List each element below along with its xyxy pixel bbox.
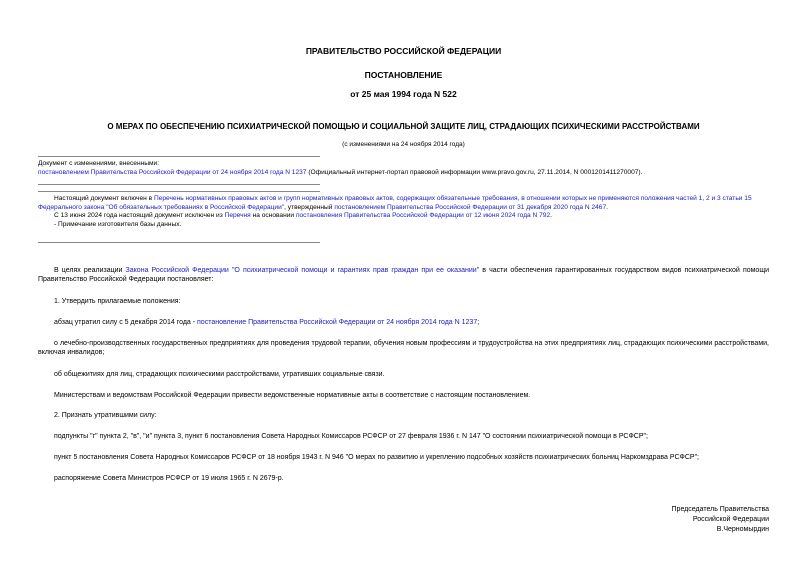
note-text: С 13 июня 2024 года настоящий документ исключен из [54, 212, 225, 220]
note-paragraph-1 [38, 195, 769, 212]
changes-block [38, 160, 769, 177]
document-type-heading: ПОСТАНОВЛЕНИЕ [364, 70, 443, 80]
divider [38, 242, 320, 243]
abzac-text: ; [477, 319, 480, 326]
signature-block [672, 505, 769, 534]
divider [38, 184, 320, 185]
document-subtitle: (с изменениями на 24 ноября 2014 года) [342, 141, 465, 148]
postanovlenie-792-link[interactable]: постановления Правительства Российской Федерации от 12 июня 2024 года N 792 [295, 212, 551, 220]
note-text: Настоящий документ включен в [54, 195, 154, 202]
divider [38, 156, 320, 157]
repealed-item-b: пункт 5 постановления Совета Народных Комиссаров РСФСР от 18 ноября 1943 г. N 946 "О мерах по развитию и укреплению подсобных хозяйств психиатрических больниц Наркомздрава РСФСР"; [54, 454, 700, 461]
zakon-link[interactable]: Закона Российской Федерации "О психиатрической помощи и гарантиях прав граждан при ее оказании" [125, 267, 480, 274]
lechebno-paragraph: о лечебно-производственных государственных предприятиях для проведения трудовой терапии, обучения новым профессиям и трудоустройства на этих предприятиях лиц, страдающих психическими расстройствами, включая инвалидов; [38, 340, 769, 357]
note-text: . [550, 212, 552, 220]
preamble-text: в части обеспечения гарантированных государством видов психиатрической помощи Правительство Российской Федерации постановляет: [38, 267, 769, 284]
ministries-paragraph: Министерствам и ведомствам Российской Федерации привести ведомственные нормативные акты в соответствие с настоящим постановлением. [54, 392, 531, 399]
note-text: , утвержденный [284, 203, 335, 211]
change-document-link[interactable]: постановлением Правительства Российской Федерации от 24 ноября 2014 года N 1237 [38, 168, 307, 176]
changes-source: (Официальный интернет-портал правовой информации www.pravo.gov.ru, 27.11.2014, N 0001201411270007). [306, 168, 643, 176]
abzac-paragraph [38, 318, 769, 327]
repealed-item-c: распоряжение Совета Министров РСФСР от 19 июля 1965 г. N 2679-р. [54, 475, 284, 482]
preamble-text: В целях реализации [54, 267, 126, 274]
note-text: . [606, 203, 608, 211]
divider [38, 191, 320, 192]
postanovlenie-1237-link[interactable]: постановление Правительства Российской Федерации от 24 ноября 2014 года N 1237 [197, 319, 478, 326]
obschezhitiya-paragraph: об общежитиях для лиц, страдающих психическими расстройствами, утративших социальные связи. [54, 371, 385, 378]
perechen-link[interactable]: Перечень нормативных правовых актов и групп нормативных правовых актов, содержащих обязательные требования, в отношении которых не применяются положения частей 1, 2 и 3 статьи 15 Федерального закона "Об обязательных требованиях в Российской Федерации" [38, 195, 752, 211]
repealed-item-a: подпункты "г" пункта 2, "в", "и" пункта 3, пункт 6 постановления Совета Народных Комиссаров РСФСР от 27 февраля 1936 г. N 147 "О состоянии психиатрической помощи в РСФСР"; [54, 433, 648, 440]
note-paragraph-3: - Примечание изготовителя базы данных. [54, 220, 182, 228]
changes-line [38, 169, 769, 178]
item-2: 2. Признать утратившими силу: [54, 412, 157, 419]
government-heading: ПРАВИТЕЛЬСТВО РОССИЙСКОЙ ФЕДЕРАЦИИ [305, 46, 502, 56]
perechnya-link[interactable]: Перечня [224, 212, 251, 220]
notes-block [38, 195, 769, 229]
document-title: О МЕРАХ ПО ОБЕСПЕЧЕНИЮ ПСИХИАТРИЧЕСКОЙ ПОМОЩЬЮ И СОЦИАЛЬНОЙ ЗАЩИТЕ ЛИЦ, СТРАДАЮЩИХ ПСИХИЧЕСКИМИ РАССТРОЙСТВАМИ [107, 122, 700, 131]
preamble-paragraph [38, 266, 769, 284]
signature-org: Российской Федерации [692, 515, 769, 523]
signature-name: В.Черномырдин [716, 525, 769, 533]
signature-position: Председатель Правительства [671, 506, 769, 513]
note-text: на основании [250, 212, 296, 220]
postanovlenie-2467-link[interactable]: постановлением Правительства Российской Федерации от 31 декабря 2020 года N 2467 [334, 203, 607, 211]
changes-intro: Документ с изменениями, внесенными: [38, 160, 160, 167]
item-1: 1. Утвердить прилагаемые положения: [54, 298, 181, 305]
document-date-number: от 25 мая 1994 года N 522 [350, 89, 457, 99]
abzac-text: абзац утратил силу с 5 декабря 2014 года - [54, 319, 198, 326]
note-paragraph-2 [38, 212, 769, 221]
